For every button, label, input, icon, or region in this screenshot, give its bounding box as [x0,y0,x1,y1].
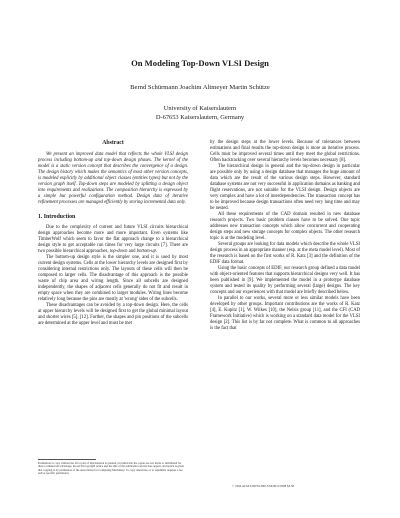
abstract-heading: Abstract [102,140,124,146]
paper-authors: Bernd Schürmann Joachim Altmeyer Martin Schütze [130,84,270,91]
intro-p1-em-bottomup: bottom-up [136,249,156,255]
right-column [210,140,360,333]
footnote-divider [38,459,96,460]
abstract-text: We present an improved data model that reflects the whole VLSI design process including bottom-up and top-down design phases. The kernel of the model is a static version concept that describes the convergence of a design. The design history which makes the semantics of most other version concepts, is modeled explicitly by additional object classes (entities types) but not by the version graph itself. Top-down steps are modeled by splitting a design object into requirements and realizations. The composition hierarchy is expressed by a simple but powerful configuration method. Design data of iterative refinement processes are managed efficiently by storing incremental data only. [38,152,188,206]
intro-paragraph-2: The bottom-up design style is the simpler one, and it is used by most current design systems. Cells at the lower hierarchy levels are designed first by considering internal restrictions only. The layouts of these cells will then be composed to larger cells. The disadvantage of this approach is the possible waste of chip area and wiring length. Since all subcells are designed independently, the shapes of adjacent cells generally do not fit and result in empty space when they are combined to larger modules. Wiring lines become relatively long because the pins are mostly at 'wrong' sides of the subcells. [38,255,188,303]
intro-p1-em-topdown: top-down [109,249,128,255]
intro-paragraph-1 [38,225,188,255]
right-paragraph-4: Several groups are looking for data models which describe the whole VLSI design process in an appropriate manner (esp. at the meta model level). Most of the research is based on the first works of R. Katz [3] and the definition of the EDIF data format. [210,242,360,266]
abstract-body [38,152,188,206]
right-paragraph-5: Using the basic concepts of EDIF, our research group defined a data model with object-oriented features that supports hierarchical designs very well. It has been published in [9]. We implemented the model in a prototype database system and tested its quality by performing several (large) designs. The key concepts and our experiences with that model are briefly described below. [210,266,360,296]
section-heading-introduction: 1. Introduction [38,214,76,221]
copyright-notice: © 1994 ACM 0-89791-690-5/94/0011/0508 $3.50 [232,484,294,488]
intro-paragraph-3: These disadvantages can be avoided by a top-down design. Here, the cells at upper hierarchy levels will be designed first to get the global minimal layout and shorter wires [5], [12]. Further, the shapes and pin positions of the subcells are determined at the upper level and must be met [38,303,188,327]
right-paragraph-2: The hierarchical design in general and the top-down design in particular are possible only by using a design database that manages the huge amount of data which are the result of the various design steps. However, standard database systems are not very successful in application domains as banking and flight reservations, are not suitable for the VLSI design. Design objects are very complex and have a lot of interdependencies. The transaction concept has to be improved because design transactions often need very long time and may be nested. [210,164,360,212]
intro-p1-text-a: Due to the complexity of current and future VLSI circuits hierarchical design approaches become more and more important. Even systems like TimberWolf which seem to favor the flat approach change to a hierarchical design style to get acceptable run times for very large circuits [7]. There are two possible hierarchical approaches, [38,225,188,255]
affiliation [0,105,400,122]
left-column [38,140,188,327]
right-paragraph-3: All these requirements of the CAD domain resulted in new database research projects. Two basic problem classes have to be solved. One topic addresses new transaction concepts which allow concurrent and cooperating design steps and new storage concepts for complex objects. The other research topic is at the modeling level. [210,212,360,242]
affiliation-line-2: D-67653 Kaiserslautern, Germany [155,113,245,121]
intro-p1-text-b: and [127,249,137,255]
intro-p1-text-c: . [155,249,158,255]
paper-title: On Modeling Top-Down VLSI Design [131,58,269,68]
right-paragraph-1: by the design steps at the lower levels. Because of tolerances between estimations and final results the top-down design is more an iterative process. Cells must be improved several times until they meet the global restrictions. Often backtracking over several hierarchy levels becomes necessary [8]. [210,140,360,164]
right-paragraph-6: In parallel to our works, several more or less similar models have been developed by other groups. Important contributions are the works of R. Katz [4], E. Kupitz [1], W. Wilkes [10], the Nelsis group [11], and the CFI (CAD Framework Initiative) which is working on a standard data model for the VLSI design [2]. This list is by far not complete. What is common to all approaches is the fact that [210,296,360,332]
affiliation-line-1: University of Kaiserslautern [163,105,237,112]
permission-footnote: Permission to copy without fee all or part of this material is granted, provided that the copies are not made or distributed for direct commercial advantage, the ACM copyright notice and the title of the publication and its date appear, and notice is given that copying is by permission of the Association for Computing Machinery. To copy otherwise, or to republish, requires a fee and/or specific permission. [38,461,184,476]
